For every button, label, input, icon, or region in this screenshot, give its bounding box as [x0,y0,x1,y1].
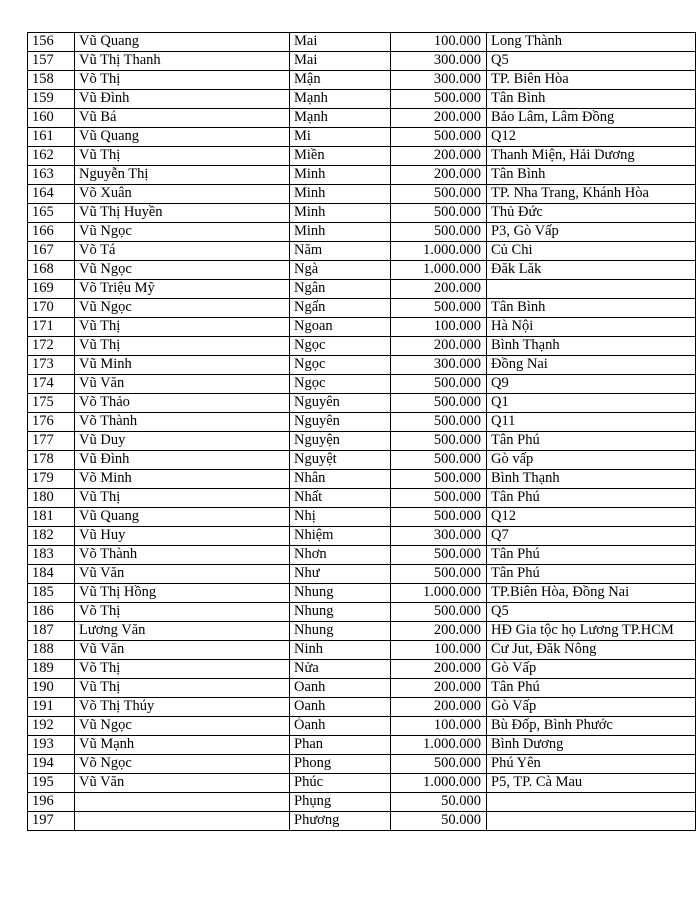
row-number-cell: 170 [28,299,75,318]
given-name-cell: Nguyện [290,432,391,451]
amount-cell: 50.000 [391,812,487,831]
given-name-cell: Nguyên [290,413,391,432]
address-cell: Đăk Lăk [487,261,696,280]
address-cell: Hà Nội [487,318,696,337]
table-row [28,204,696,223]
address-cell: Phú Yên [487,755,696,774]
amount-cell: 500.000 [391,128,487,147]
row-number-cell: 161 [28,128,75,147]
table-row [28,489,696,508]
surname-cell: Vũ Ngọc [75,299,290,318]
given-name-cell: Minh [290,185,391,204]
address-cell: Tân Bình [487,166,696,185]
surname-cell [75,793,290,812]
given-name-cell: Mai [290,33,391,52]
donor-table [27,32,696,831]
address-cell [487,812,696,831]
given-name-cell: Nhung [290,603,391,622]
table-row [28,546,696,565]
surname-cell: Võ Thị [75,660,290,679]
table-row [28,147,696,166]
table-row [28,565,696,584]
given-name-cell: Nhơn [290,546,391,565]
amount-cell: 500.000 [391,375,487,394]
address-cell: TP. Biên Hòa [487,71,696,90]
given-name-cell: Nhiệm [290,527,391,546]
address-cell: Q1 [487,394,696,413]
amount-cell: 500.000 [391,489,487,508]
surname-cell: Vũ Huy [75,527,290,546]
surname-cell: Võ Tá [75,242,290,261]
given-name-cell: Nhung [290,622,391,641]
surname-cell: Võ Thành [75,413,290,432]
amount-cell: 1.000.000 [391,774,487,793]
surname-cell: Vũ Đình [75,90,290,109]
amount-cell: 50.000 [391,793,487,812]
row-number-cell: 193 [28,736,75,755]
table-row [28,166,696,185]
surname-cell: Võ Thành [75,546,290,565]
given-name-cell: Óanh [290,717,391,736]
address-cell: Thanh Miện, Hải Dương [487,147,696,166]
surname-cell: Vũ Văn [75,774,290,793]
table-row [28,603,696,622]
table-row [28,33,696,52]
given-name-cell: Mi [290,128,391,147]
amount-cell: 500.000 [391,755,487,774]
row-number-cell: 180 [28,489,75,508]
surname-cell: Võ Ngọc [75,755,290,774]
surname-cell: Vũ Thị Thanh [75,52,290,71]
row-number-cell: 175 [28,394,75,413]
table-row [28,375,696,394]
surname-cell: Vũ Minh [75,356,290,375]
table-row [28,679,696,698]
surname-cell: Vũ Thị Hồng [75,584,290,603]
surname-cell: Võ Thị Thúy [75,698,290,717]
given-name-cell: Phương [290,812,391,831]
amount-cell: 1.000.000 [391,242,487,261]
given-name-cell: Ngọc [290,375,391,394]
given-name-cell: Phúc [290,774,391,793]
amount-cell: 200.000 [391,679,487,698]
table-row [28,698,696,717]
table-row [28,451,696,470]
surname-cell: Vũ Văn [75,641,290,660]
row-number-cell: 196 [28,793,75,812]
address-cell: HĐ Gia tộc họ Lương TP.HCM [487,622,696,641]
table-row [28,527,696,546]
given-name-cell: Như [290,565,391,584]
address-cell: P5, TP. Cà Mau [487,774,696,793]
row-number-cell: 182 [28,527,75,546]
row-number-cell: 158 [28,71,75,90]
row-number-cell: 191 [28,698,75,717]
given-name-cell: Phan [290,736,391,755]
surname-cell: Vũ Thị [75,147,290,166]
table-row [28,394,696,413]
address-cell: Q5 [487,603,696,622]
table-row [28,261,696,280]
amount-cell: 300.000 [391,52,487,71]
table-row [28,508,696,527]
amount-cell: 100.000 [391,318,487,337]
given-name-cell: Ngọc [290,356,391,375]
row-number-cell: 195 [28,774,75,793]
given-name-cell: Mạnh [290,90,391,109]
address-cell: Q12 [487,508,696,527]
row-number-cell: 172 [28,337,75,356]
given-name-cell: Minh [290,166,391,185]
surname-cell: Vũ Thị Huyền [75,204,290,223]
amount-cell: 200.000 [391,166,487,185]
table-row [28,185,696,204]
surname-cell: Võ Minh [75,470,290,489]
row-number-cell: 183 [28,546,75,565]
table-row [28,793,696,812]
address-cell: Tân Bình [487,90,696,109]
row-number-cell: 189 [28,660,75,679]
table-row [28,52,696,71]
address-cell: Q5 [487,52,696,71]
address-cell: P3, Gò Vấp [487,223,696,242]
amount-cell: 200.000 [391,147,487,166]
table-row [28,622,696,641]
row-number-cell: 173 [28,356,75,375]
address-cell: Q9 [487,375,696,394]
amount-cell: 100.000 [391,717,487,736]
table-row [28,470,696,489]
address-cell: Long Thành [487,33,696,52]
given-name-cell: Mận [290,71,391,90]
row-number-cell: 169 [28,280,75,299]
table-row [28,280,696,299]
given-name-cell: Phong [290,755,391,774]
amount-cell: 200.000 [391,698,487,717]
table-row [28,584,696,603]
row-number-cell: 179 [28,470,75,489]
table-row [28,660,696,679]
row-number-cell: 190 [28,679,75,698]
row-number-cell: 178 [28,451,75,470]
amount-cell: 200.000 [391,280,487,299]
address-cell: Q12 [487,128,696,147]
surname-cell: Vũ Thị [75,489,290,508]
amount-cell: 200.000 [391,337,487,356]
surname-cell: Vũ Thị [75,337,290,356]
row-number-cell: 163 [28,166,75,185]
given-name-cell: Oanh [290,679,391,698]
amount-cell: 500.000 [391,394,487,413]
surname-cell: Vũ Quang [75,128,290,147]
surname-cell: Vũ Duy [75,432,290,451]
row-number-cell: 157 [28,52,75,71]
surname-cell: Nguyễn Thị [75,166,290,185]
surname-cell: Vũ Bá [75,109,290,128]
table-row [28,641,696,660]
given-name-cell: Ngấn [290,299,391,318]
amount-cell: 1.000.000 [391,261,487,280]
amount-cell: 100.000 [391,641,487,660]
row-number-cell: 168 [28,261,75,280]
surname-cell: Vũ Ngọc [75,717,290,736]
row-number-cell: 171 [28,318,75,337]
address-cell: TP.Biên Hòa, Đồng Nai [487,584,696,603]
address-cell: Đồng Nai [487,356,696,375]
row-number-cell: 167 [28,242,75,261]
donor-table-body [28,33,696,831]
table-row [28,717,696,736]
address-cell: Gò Vấp [487,660,696,679]
row-number-cell: 159 [28,90,75,109]
address-cell: Gò vấp [487,451,696,470]
table-row [28,71,696,90]
row-number-cell: 160 [28,109,75,128]
given-name-cell: Ninh [290,641,391,660]
address-cell [487,280,696,299]
table-row [28,337,696,356]
address-cell [487,793,696,812]
table-row [28,774,696,793]
amount-cell: 500.000 [391,185,487,204]
amount-cell: 200.000 [391,109,487,128]
given-name-cell: Nhân [290,470,391,489]
table-row [28,432,696,451]
amount-cell: 100.000 [391,33,487,52]
row-number-cell: 184 [28,565,75,584]
address-cell: Tân Phú [487,432,696,451]
amount-cell: 1.000.000 [391,584,487,603]
row-number-cell: 197 [28,812,75,831]
surname-cell: Vũ Thị [75,318,290,337]
address-cell: Tân Phú [487,679,696,698]
row-number-cell: 156 [28,33,75,52]
amount-cell: 1.000.000 [391,736,487,755]
amount-cell: 500.000 [391,90,487,109]
surname-cell: Võ Xuân [75,185,290,204]
amount-cell: 200.000 [391,660,487,679]
row-number-cell: 185 [28,584,75,603]
address-cell: Q11 [487,413,696,432]
given-name-cell: Nửa [290,660,391,679]
address-cell: Cư Jut, Đăk Nông [487,641,696,660]
table-row [28,223,696,242]
row-number-cell: 187 [28,622,75,641]
given-name-cell: Ngoan [290,318,391,337]
amount-cell: 500.000 [391,432,487,451]
amount-cell: 500.000 [391,565,487,584]
surname-cell: Vũ Ngọc [75,261,290,280]
surname-cell: Võ Triệu Mỹ [75,280,290,299]
row-number-cell: 186 [28,603,75,622]
amount-cell: 500.000 [391,451,487,470]
surname-cell: Võ Thị [75,71,290,90]
given-name-cell: Mai [290,52,391,71]
given-name-cell: Ngân [290,280,391,299]
table-row [28,299,696,318]
address-cell: Bù Đốp, Bình Phước [487,717,696,736]
row-number-cell: 164 [28,185,75,204]
address-cell: Tân Bình [487,299,696,318]
table-row [28,413,696,432]
row-number-cell: 177 [28,432,75,451]
row-number-cell: 162 [28,147,75,166]
given-name-cell: Ngà [290,261,391,280]
amount-cell: 500.000 [391,603,487,622]
given-name-cell: Nguyên [290,394,391,413]
amount-cell: 500.000 [391,546,487,565]
row-number-cell: 192 [28,717,75,736]
given-name-cell: Minh [290,223,391,242]
surname-cell: Vũ Đình [75,451,290,470]
address-cell: Bình Thạnh [487,470,696,489]
surname-cell: Vũ Thị [75,679,290,698]
table-row [28,736,696,755]
address-cell: Thủ Đức [487,204,696,223]
amount-cell: 500.000 [391,299,487,318]
given-name-cell: Miền [290,147,391,166]
given-name-cell: Minh [290,204,391,223]
surname-cell: Vũ Văn [75,565,290,584]
surname-cell: Võ Thị [75,603,290,622]
address-cell: Gò Vấp [487,698,696,717]
given-name-cell: Nguyệt [290,451,391,470]
amount-cell: 500.000 [391,413,487,432]
address-cell: Tân Phú [487,489,696,508]
row-number-cell: 194 [28,755,75,774]
amount-cell: 500.000 [391,508,487,527]
given-name-cell: Phụng [290,793,391,812]
row-number-cell: 176 [28,413,75,432]
amount-cell: 300.000 [391,356,487,375]
row-number-cell: 165 [28,204,75,223]
address-cell: Củ Chi [487,242,696,261]
given-name-cell: Ngọc [290,337,391,356]
surname-cell: Lương Văn [75,622,290,641]
address-cell: Q7 [487,527,696,546]
address-cell: Bảo Lâm, Lâm Đồng [487,109,696,128]
table-row [28,90,696,109]
given-name-cell: Oanh [290,698,391,717]
row-number-cell: 174 [28,375,75,394]
surname-cell: Vũ Ngọc [75,223,290,242]
given-name-cell: Nhất [290,489,391,508]
table-row [28,356,696,375]
surname-cell: Vũ Quang [75,508,290,527]
amount-cell: 200.000 [391,622,487,641]
row-number-cell: 181 [28,508,75,527]
amount-cell: 500.000 [391,204,487,223]
table-row [28,109,696,128]
surname-cell [75,812,290,831]
given-name-cell: Nhung [290,584,391,603]
surname-cell: Vũ Văn [75,375,290,394]
given-name-cell: Mạnh [290,109,391,128]
surname-cell: Võ Thảo [75,394,290,413]
table-row [28,128,696,147]
address-cell: TP. Nha Trang, Khánh Hòa [487,185,696,204]
address-cell: Bình Dương [487,736,696,755]
address-cell: Tân Phú [487,546,696,565]
address-cell: Bình Thạnh [487,337,696,356]
table-row [28,242,696,261]
given-name-cell: Nhị [290,508,391,527]
row-number-cell: 166 [28,223,75,242]
amount-cell: 500.000 [391,470,487,489]
surname-cell: Vũ Quang [75,33,290,52]
surname-cell: Vũ Mạnh [75,736,290,755]
table-row [28,812,696,831]
address-cell: Tân Phú [487,565,696,584]
given-name-cell: Năm [290,242,391,261]
table-row [28,755,696,774]
amount-cell: 500.000 [391,223,487,242]
row-number-cell: 188 [28,641,75,660]
table-row [28,318,696,337]
amount-cell: 300.000 [391,527,487,546]
amount-cell: 300.000 [391,71,487,90]
